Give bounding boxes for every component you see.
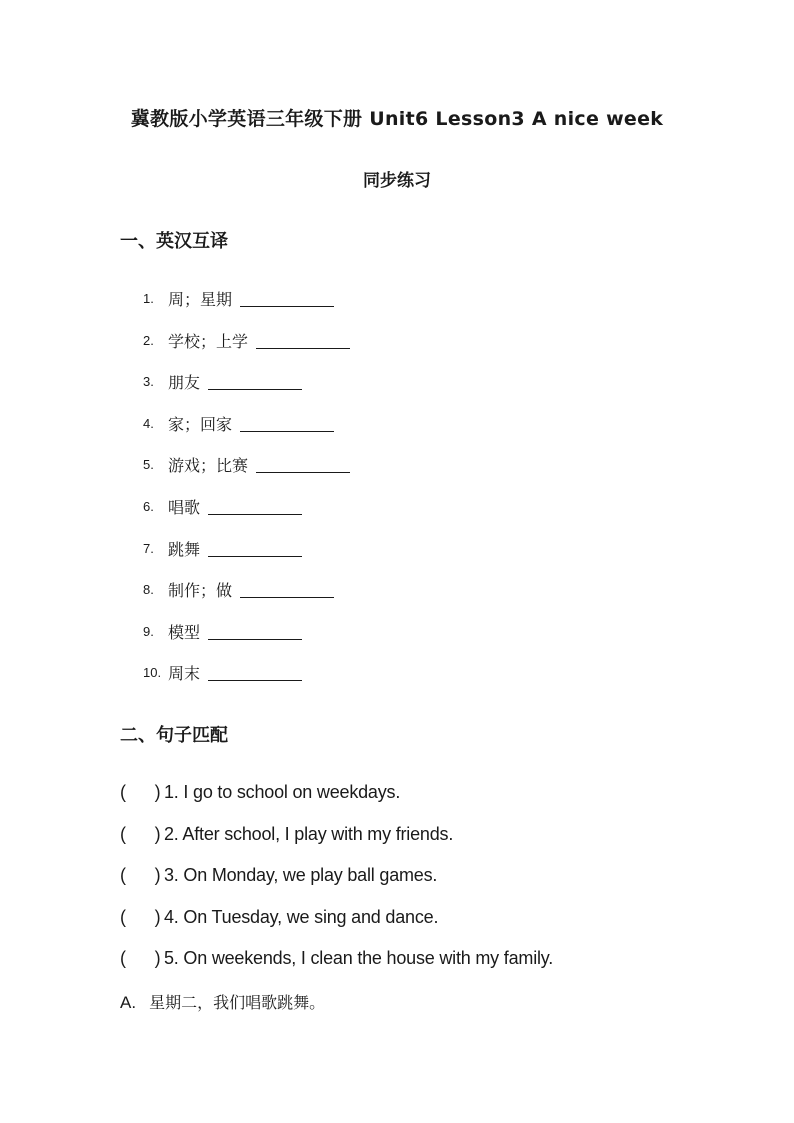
answer-blank[interactable] [240, 412, 334, 432]
vocab-text: 周末 [168, 664, 201, 684]
vocab-text: 学校；上学 [168, 331, 249, 351]
matching-item [120, 907, 553, 949]
vocab-text: 跳舞 [168, 539, 201, 559]
vocab-text: 唱歌 [168, 497, 201, 517]
document-subtitle: 同步练习 [363, 171, 431, 191]
vocab-number: 8. [143, 582, 154, 598]
vocab-item [143, 453, 350, 495]
vocab-text: 游戏；比赛 [168, 456, 249, 476]
matching-item [120, 824, 553, 866]
section-heading-translation: 一、英汉互译 [120, 231, 228, 252]
vocab-number: 1. [143, 291, 154, 306]
sentence-text: 5. On weekends, I clean the house with my family. [164, 948, 554, 968]
vocab-text: 制作；做 [168, 581, 233, 601]
option-text: 星期二，我们唱歌跳舞。 [149, 993, 326, 1012]
answer-parentheses[interactable]: ( ) [120, 906, 161, 927]
answer-blank[interactable] [208, 495, 302, 515]
vocab-number: 6. [143, 498, 154, 514]
vocab-text: 模型 [168, 622, 201, 642]
vocab-number: 2. [143, 332, 154, 348]
vocab-text: 周；星期 [168, 290, 233, 309]
sentence-text: 2. After school, I play with my friends. [164, 823, 454, 844]
vocab-number: 10. [143, 665, 162, 681]
vocab-item [143, 537, 350, 579]
vocab-text: 朋友 [168, 373, 201, 393]
answer-parentheses[interactable]: ( ) [120, 782, 161, 802]
sentence-text: 4. On Tuesday, we sing and dance. [164, 906, 439, 927]
answer-parentheses[interactable]: ( ) [120, 823, 161, 844]
section-heading-matching: 二、句子匹配 [120, 725, 228, 746]
vocab-item [143, 661, 350, 703]
sentence-text: 1. I go to school on weekdays. [164, 782, 401, 802]
vocab-item [143, 329, 350, 371]
document-title: 冀教版小学英语三年级下册 Unit6 Lesson3 A nice week [130, 108, 664, 130]
matching-item [120, 948, 553, 990]
vocab-number: 5. [143, 457, 154, 473]
answer-blank[interactable] [208, 370, 302, 390]
answer-blank[interactable] [208, 537, 302, 557]
answer-parentheses[interactable]: ( ) [120, 865, 161, 885]
answer-blank[interactable] [256, 329, 350, 349]
matching-item [120, 782, 553, 824]
vocab-number: 3. [143, 374, 154, 390]
vocab-item [143, 578, 350, 620]
answer-blank[interactable] [240, 578, 334, 598]
vocab-number: 9. [143, 623, 154, 639]
vocab-item [143, 370, 350, 412]
vocab-list [143, 287, 350, 703]
matching-list [120, 782, 553, 990]
option-letter: A. [120, 993, 137, 1012]
answer-blank[interactable] [256, 453, 350, 473]
vocab-number: 7. [143, 540, 154, 556]
answer-parentheses[interactable]: ( ) [120, 948, 161, 968]
answer-blank[interactable] [208, 620, 302, 640]
vocab-number: 4. [143, 415, 154, 431]
vocab-text: 家；回家 [168, 414, 233, 434]
match-option [120, 990, 325, 1013]
sentence-text: 3. On Monday, we play ball games. [164, 865, 438, 885]
vocab-item [143, 620, 350, 662]
matching-item [120, 865, 553, 907]
vocab-item [143, 495, 350, 537]
answer-blank[interactable] [208, 661, 302, 681]
vocab-item [143, 412, 350, 454]
vocab-item [143, 287, 350, 329]
answer-blank[interactable] [240, 287, 334, 307]
